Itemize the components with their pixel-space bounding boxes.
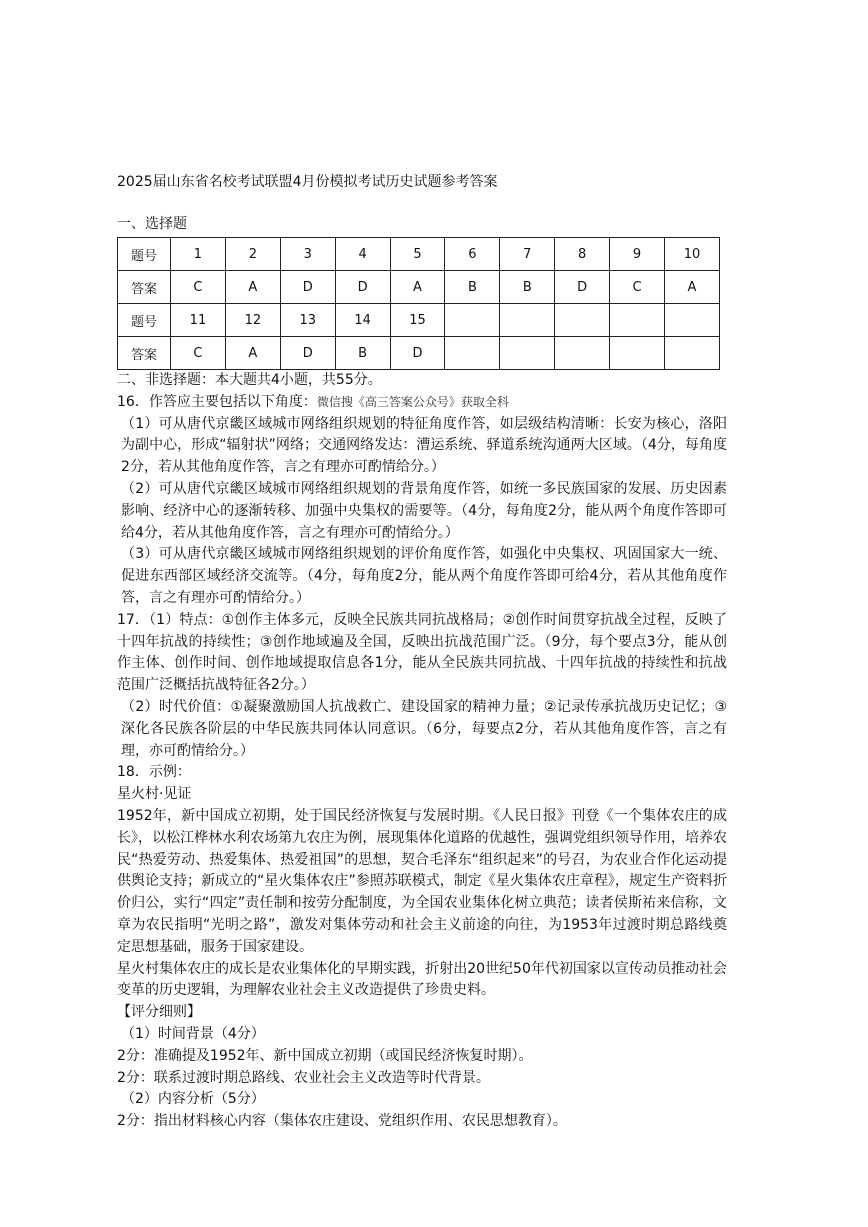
table-cell: 11 (171, 304, 226, 337)
answer-table (117, 237, 720, 370)
table-cell: B (335, 337, 390, 370)
q16-part3: （3）可从唐代京畿区域城市网络组织规划的评价角度作答，如强化中央集权、巩固国家大一统、促进东西部区域经济交流等。（4分，每角度2分，能从两个角度作答即可给4分，若从其他角度作答，言之有理亦可酌情给分。） (121, 546, 727, 606)
q18-example-body: 1952年，新中国成立初期，处于国民经济恢复与发展时期。《人民日报》刊登《一个集体农庄的成长》，以松江桦林水利农场第九农庄为例，展现集体化道路的优越性，强调党组织领导作用，培养农民“热爱劳动、热爱集体、热爱祖国”的思想，契合毛泽东“组织起来”的号召，为农业合作化运动提供舆论支持；新成立的“星火集体农庄”参照苏联模式，制定《星火集体农庄章程》，规定生产资料折价归公，实行“四定”责任制和按劳分配制度，为全国农业集体化树立典范；读者侯斯祐来信称，文章为农民指明“光明之路”，激发对集体劳动和社会主义前途的向往，为1953年过渡时期总路线奠定思想基础，服务于国家建设。 (117, 807, 727, 955)
document-title: 2025届山东省名校考试联盟4月份模拟考试历史试题参考答案 (117, 174, 498, 190)
q16-intro-text: 16．作答应主要包括以下角度： (117, 393, 317, 410)
table-row (118, 304, 720, 337)
table-cell (665, 337, 720, 370)
table-cell: 14 (335, 304, 390, 337)
q18-intro: 18．示例： (117, 764, 191, 781)
table-cell (610, 337, 665, 370)
table-cell: D (335, 271, 390, 304)
scoring-item-1: （1）时间背景（4分） (121, 1025, 265, 1042)
table-cell: 13 (280, 304, 335, 337)
table-cell (555, 337, 610, 370)
table-cell: 6 (445, 238, 500, 271)
q17-part1: 17．（1）特点：①创作主体多元，反映全民族共同抗战格局；②创作时间贯穿抗战全过程，反映了十四年抗战的持续性；③创作地域遍及全国，反映出抗战范围广泛。（9分，每个要点3分，能从创作主体、创作时间、创作地域提取信息各1分，能从全民族共同抗战、十四年抗战的持续性和抗战范围广泛概括抗战特征各2分。） (117, 611, 727, 694)
scoring-item-2a: 2分：指出材料核心内容（集体农庄建设、党组织作用、农民思想教育）。 (117, 1113, 567, 1130)
row-label: 答案 (118, 271, 171, 304)
table-cell (445, 304, 500, 337)
section-2-heading: 二、非选择题：本大题共4小题，共55分。 (117, 372, 382, 388)
scoring-item-2: （2）内容分析（5分） (121, 1091, 265, 1108)
table-row (118, 238, 720, 271)
table-cell: 5 (390, 238, 445, 271)
table-cell: A (225, 271, 280, 304)
table-cell: 1 (171, 238, 226, 271)
scoring-item-1a: 2分：准确提及1952年、新中国成立初期（或国民经济恢复时期）。 (117, 1047, 533, 1064)
table-cell: B (500, 271, 555, 304)
table-cell: D (280, 337, 335, 370)
table-cell: D (390, 337, 445, 370)
row-label: 答案 (118, 337, 171, 370)
row-label: 题号 (118, 238, 171, 271)
table-row (118, 337, 720, 370)
table-cell: A (225, 337, 280, 370)
table-cell: 7 (500, 238, 555, 271)
row-label: 题号 (118, 304, 171, 337)
table-cell: 8 (555, 238, 610, 271)
q16-note: 微信搜《高三答案公众号》获取全科 (316, 394, 509, 409)
table-row (118, 271, 720, 304)
q16-intro (117, 392, 727, 414)
table-cell (445, 337, 500, 370)
table-cell: 12 (225, 304, 280, 337)
q17-part2: （2）时代价值：①凝聚激励国人抗战救亡、建设国家的精神力量；②记录传承抗战历史记忆；③深化各民族各阶层的中华民族共同体认同意识。（6分，每要点2分，若从其他角度作答，言之有理，亦可酌情给分。） (121, 698, 727, 759)
scoring-item-1b: 2分：联系过渡时期总路线、农业社会主义改造等时代背景。 (117, 1069, 490, 1086)
table-cell (500, 304, 555, 337)
table-cell: 15 (390, 304, 445, 337)
q16-part2: （2）可从唐代京畿区域城市网络组织规划的背景角度作答，如统一多民族国家的发展、历史因素影响、经济中心的逐渐转移、加强中央集权的需要等。（4分，每角度2分，能从两个角度作答即可给4分，若从其他角度作答，言之有理亦可酌情给分。） (121, 480, 727, 541)
q16-part1: （1）可从唐代京畿区域城市网络组织规划的特征角度作答，如层级结构清晰：长安为核心，洛阳为副中心，形成“辐射状”网络；交通网络发达：漕运系统、驿道系统沟通两大区域。（4分，每角度2分，若从其他角度作答，言之有理亦可酌情给分。） (121, 415, 727, 476)
table-cell: 10 (665, 238, 720, 271)
table-cell: D (280, 271, 335, 304)
table-cell (500, 337, 555, 370)
table-cell (610, 304, 665, 337)
table-cell: C (610, 271, 665, 304)
table-cell: 3 (280, 238, 335, 271)
table-cell: 2 (225, 238, 280, 271)
scoring-heading: 【评分细则】 (117, 1004, 201, 1021)
table-cell: A (665, 271, 720, 304)
q18-example-title: 星火村·见证 (117, 786, 192, 803)
table-cell: B (445, 271, 500, 304)
q18-example-conclusion: 星火村集体农庄的成长是农业集体化的早期实践，折射出20世纪50年代初国家以宣传动员推动社会变革的历史逻辑，为理解农业社会主义改造提供了珍贵史料。 (117, 960, 727, 999)
table-cell: 4 (335, 238, 390, 271)
answer-document (117, 170, 727, 1133)
table-cell (665, 304, 720, 337)
table-cell (555, 304, 610, 337)
table-cell: D (555, 271, 610, 304)
non-choice-section (117, 370, 727, 1133)
table-cell: C (171, 337, 226, 370)
section-1-heading: 一、选择题 (117, 216, 187, 232)
table-cell: 9 (610, 238, 665, 271)
table-cell: C (171, 271, 226, 304)
table-cell: A (390, 271, 445, 304)
